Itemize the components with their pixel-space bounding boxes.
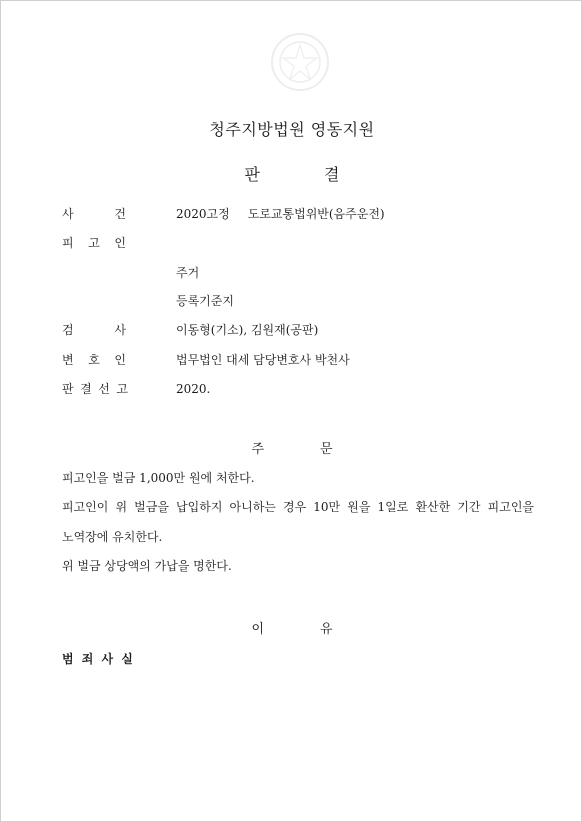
case-name: 도로교통법위반(음주운전) (247, 207, 385, 221)
order-line: 노역장에 유치한다. (62, 530, 163, 544)
registration-label: 등록기준지 (176, 294, 234, 308)
title-char: 결 (324, 165, 340, 184)
order-line: 피고인을 벌금 1,000만 원에 처한다. (62, 471, 255, 485)
sentence-date-label: 판 결 선 고 (62, 382, 128, 396)
prosecutor-row (62, 320, 319, 340)
counsel-row (62, 350, 350, 370)
defendant-label: 피 고 인 (62, 236, 126, 250)
sentence-date-value: 2020. (176, 382, 211, 396)
court-name: 청주지방법원 영동지원 (209, 120, 375, 139)
reason-heading: 이 유 (251, 622, 333, 637)
defendant-row (62, 233, 126, 253)
prosecutor-label: 검 사 (62, 323, 126, 337)
counsel-value: 법무법인 대세 담당변호사 박천사 (176, 353, 350, 367)
crime-facts-heading: 범 죄 사 실 (62, 652, 135, 666)
order-line: 위 벌금 상당액의 가납을 명한다. (62, 559, 232, 573)
order-line: 피고인이 위 벌금을 납입하지 아니하는 경우 10만 원을 1일로 환산한 기간 피고인을 (62, 500, 534, 514)
court-seal-icon (269, 31, 331, 93)
case-number: 2020고정 (176, 207, 230, 221)
address-label: 주거 (176, 266, 200, 280)
case-value (176, 204, 385, 224)
document-title (1, 162, 582, 185)
sentence-date-row (62, 379, 211, 399)
title-char: 판 (244, 165, 260, 184)
case-row (62, 204, 385, 224)
case-label: 사 건 (62, 207, 126, 221)
prosecutor-value: 이동형(기소), 김원재(공판) (176, 323, 319, 337)
order-heading: 주 문 (251, 442, 333, 457)
counsel-label: 변 호 인 (62, 353, 126, 367)
